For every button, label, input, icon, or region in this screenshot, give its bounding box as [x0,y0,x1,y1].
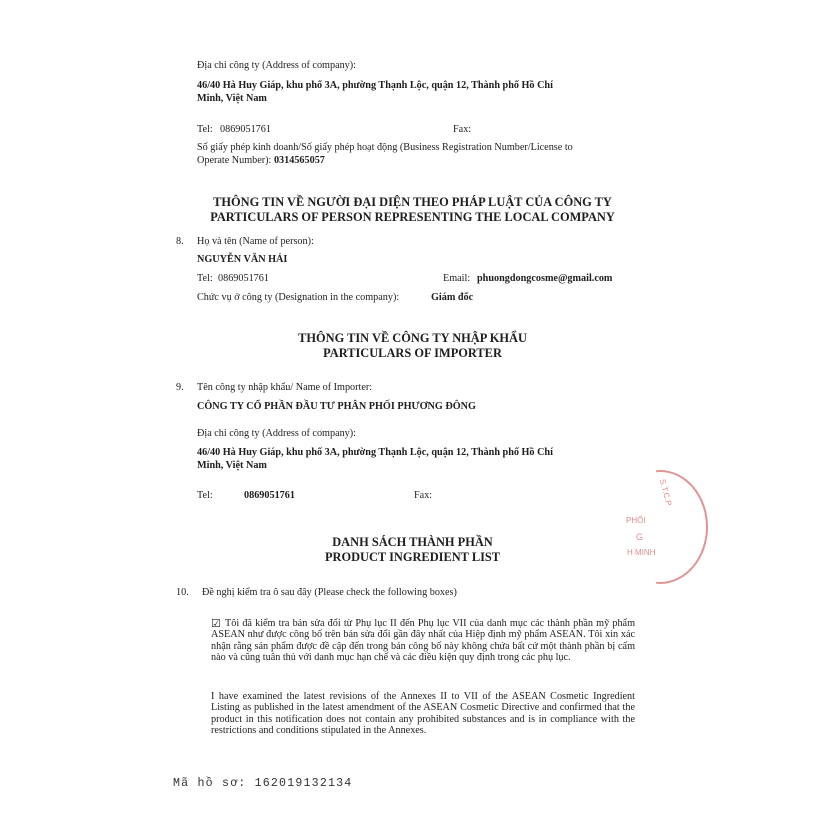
item-number-10: 10. [176,587,189,598]
record-code: Mã hồ sơ: 162019132134 [173,777,353,790]
person-tel-label: Tel: [197,273,213,284]
representative-title-vi: THÔNG TIN VỀ NGƯỜI ĐẠI DIỆN THEO PHÁP LUẬT CỦA CÔNG TY [213,195,612,209]
compliance-checkbox[interactable]: ☑ [211,618,221,630]
license-line2 [197,155,325,167]
person-name-label: Họ và tên (Name of person): [197,236,314,247]
company-tel: 0869051761 [220,124,271,135]
item-number-8: 8. [176,236,184,247]
importer-title-vi: THÔNG TIN VỀ CÔNG TY NHẬP KHẨU [298,331,527,345]
person-tel: 0869051761 [218,273,269,284]
company-address-line1: 46/40 Hà Huy Giáp, khu phố 3A, phường Thạnh Lộc, quận 12, Thành phố Hồ Chí [197,80,553,91]
company-fax-label: Fax: [453,124,472,135]
item-number-9: 9. [176,382,184,393]
importer-address-label: Địa chỉ công ty (Address of company): [197,428,356,439]
license-line1: Số giấy phép kinh doanh/Số giấy phép hoạt động (Business Registration Number/License to [197,142,573,153]
company-tel-label: Tel: [197,124,213,135]
importer-tel-label: Tel: [197,490,213,501]
declaration-vi: Tôi đã kiểm tra bản sửa đổi từ Phụ lục II đến Phụ lục VII của danh mục các thành phần mỹ phẩm ASEAN như được công bố trên bản sửa đổi gần đây nhất của Hiệp định mỹ phẩm ASEAN. Tôi xin xác nhận rằng sản phẩm được đề cập đến trong bản công bố này không chứa bất cứ một thành phần bị cấm nào và cũng tuân thủ với danh mục hạn chế và các điều kiện quy định trong các phụ lục. [211,618,635,664]
stamp-text-top: S.T.C.P [657,478,674,507]
importer-fax-label: Fax: [414,490,433,501]
importer-address-line2: Minh, Việt Nam [197,460,267,471]
importer-address-line1: 46/40 Hà Huy Giáp, khu phố 3A, phường Thạnh Lộc, quận 12, Thành phố Hồ Chí [197,447,553,458]
importer-tel: 0869051761 [244,490,295,501]
importer-name: CÔNG TY CỔ PHẦN ĐẦU TƯ PHÂN PHỐI PHƯƠNG ĐÔNG [197,401,476,412]
declaration-en: I have examined the latest revisions of the Annexes II to VII of the ASEAN Cosmetic Ingredient Listing as published in the latest amendment of the ASEAN Cosmetic Directive and confirmed that the product in this notification does not contain any prohibited substances and is in compliance with the restrictions and conditions stipulated in the Annexes. [211,691,635,737]
ingredients-title-vi: DANH SÁCH THÀNH PHẦN [332,535,493,549]
stamp-text-mid: PHỐI [626,516,646,525]
representative-title-en: PARTICULARS OF PERSON REPRESENTING THE LOCAL COMPANY [210,210,615,224]
designation-value: Giám đốc [431,292,474,303]
stamp-text-bottom: H MINH [627,548,656,557]
person-email: phuongdongcosme@gmail.com [477,273,613,284]
importer-name-label: Tên công ty nhập khẩu/ Name of Importer: [197,382,373,393]
license-label: Operate Number): [197,155,272,166]
person-name: NGUYỄN VĂN HẢI [197,254,288,265]
license-number: 0314565057 [273,155,325,166]
check-instruction: Đề nghị kiểm tra ô sau đây (Please check the following boxes) [202,587,457,598]
stamp-text-low: G [636,532,644,542]
company-address-label: Địa chỉ công ty (Address of company): [197,60,356,71]
company-address-line2: Minh, Việt Nam [197,93,267,104]
person-email-label: Email: [443,273,471,284]
importer-title-en: PARTICULARS OF IMPORTER [323,346,502,360]
ingredients-title-en: PRODUCT INGREDIENT LIST [324,550,501,564]
designation-label: Chức vụ ở công ty (Designation in the company): [197,292,400,303]
